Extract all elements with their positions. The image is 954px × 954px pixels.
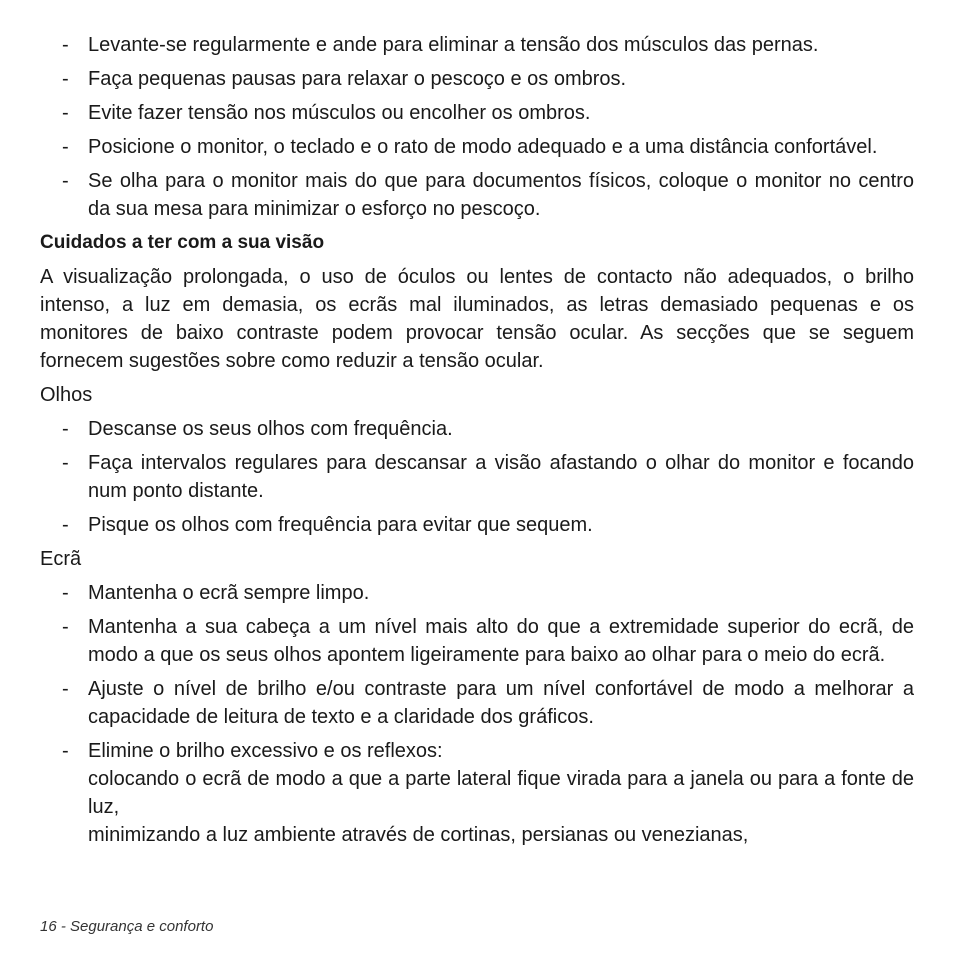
list-item-text: Faça pequenas pausas para relaxar o pescoço e os ombros. — [88, 68, 627, 90]
bullet-dash: - — [62, 170, 69, 192]
list-item-text: Pisque os olhos com frequência para evitar que sequem. — [88, 514, 593, 536]
list-item — [40, 449, 914, 505]
eyes-list — [40, 415, 914, 539]
subheading-eyes: Olhos — [40, 384, 93, 406]
list-item — [40, 31, 914, 59]
document-page — [40, 31, 914, 855]
bullet-dash: - — [62, 34, 69, 56]
list-item — [40, 415, 914, 443]
section-heading: Cuidados a ter com a sua visão — [40, 232, 325, 253]
list-item-text: Descanse os seus olhos com frequência. — [88, 418, 453, 440]
screen-list — [40, 579, 914, 849]
list-item-text: Levante-se regularmente e ande para eliminar a tensão dos músculos das pernas. — [88, 34, 819, 56]
list-item — [40, 737, 914, 849]
list-item — [40, 65, 914, 93]
list-item — [40, 133, 914, 161]
bullet-dash: - — [62, 616, 69, 638]
list-item-text: Evite fazer tensão nos músculos ou encolher os ombros. — [88, 102, 591, 124]
ergonomics-list — [40, 31, 914, 223]
list-item — [40, 99, 914, 127]
bullet-dash: - — [62, 514, 69, 536]
list-item-text: Mantenha a sua cabeça a um nível mais alto do que a extremidade superior do ecrã, de modo a que os seus olhos apontem ligeiramente para baixo ao olhar para o meio do ecrã. — [88, 616, 914, 666]
subheading-screen: Ecrã — [40, 548, 82, 570]
bullet-dash: - — [62, 678, 69, 700]
list-item — [40, 613, 914, 669]
list-item-text: Se olha para o monitor mais do que para documentos físicos, coloque o monitor no centro da sua mesa para minimizar o esforço no pescoço. — [88, 170, 914, 220]
list-item — [40, 579, 914, 607]
list-item — [40, 511, 914, 539]
list-item-intro: Elimine o brilho excessivo e os reflexos: — [88, 740, 443, 762]
bullet-dash: - — [62, 418, 69, 440]
list-item — [40, 167, 914, 223]
bullet-dash: - — [62, 136, 69, 158]
intro-paragraph: A visualização prolongada, o uso de óculos ou lentes de contacto não adequados, o brilho intenso, a luz em demasia, os ecrãs mal iluminados, as letras demasiado pequenas e os monitores de baixo contraste podem provocar tensão ocular. As secções que se seguem fornecem sugestões sobre como reduzir a tensão ocular. — [40, 266, 914, 372]
bullet-dash: - — [62, 740, 69, 762]
list-item-subline: colocando o ecrã de modo a que a parte lateral fique virada para a janela ou para a fonte de luz, — [88, 768, 914, 818]
list-item-text: Mantenha o ecrã sempre limpo. — [88, 582, 370, 604]
bullet-dash: - — [62, 582, 69, 604]
list-item-text: Faça intervalos regulares para descansar a visão afastando o olhar do monitor e focando num ponto distante. — [88, 452, 914, 502]
bullet-dash: - — [62, 102, 69, 124]
list-item-text: Posicione o monitor, o teclado e o rato de modo adequado e a uma distância confortável. — [88, 136, 878, 158]
page-footer: 16 - Segurança e conforto — [40, 918, 214, 935]
bullet-dash: - — [62, 452, 69, 474]
list-item-subline: minimizando a luz ambiente através de cortinas, persianas ou venezianas, — [88, 824, 749, 846]
list-item-text: Ajuste o nível de brilho e/ou contraste para um nível confortável de modo a melhorar a capacidade de leitura de texto e a claridade dos gráficos. — [88, 678, 914, 728]
list-item — [40, 675, 914, 731]
bullet-dash: - — [62, 68, 69, 90]
